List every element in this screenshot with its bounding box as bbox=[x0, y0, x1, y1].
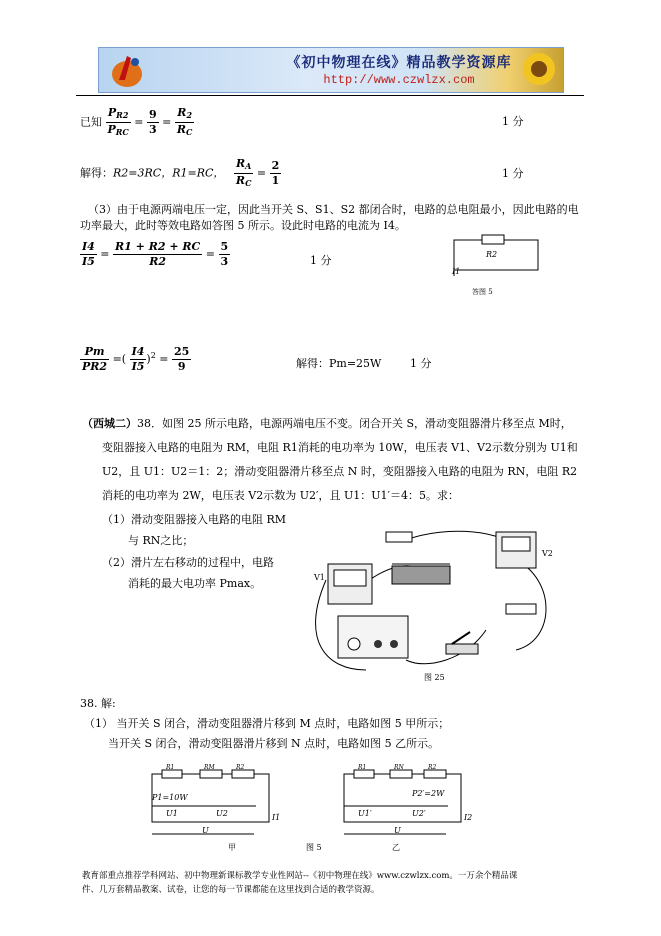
given-label: 已知 bbox=[80, 115, 102, 129]
sliding-rheostat bbox=[392, 566, 450, 584]
svg-text:R2: R2 bbox=[236, 764, 245, 771]
banner-url[interactable]: http://www.czwlzx.com bbox=[323, 73, 475, 87]
frac-five-three: $\frac{5}{3}$ bbox=[220, 240, 229, 268]
svg-text:R2: R2 bbox=[428, 764, 437, 771]
answer-figure-5 bbox=[448, 230, 548, 300]
resistor-r2 bbox=[482, 235, 504, 244]
problem-line1: （西城二）38．如图 25 所示电路，电源两端电压不变。闭合开关 S，滑动变阻器滑片移至点 M时， bbox=[82, 417, 572, 430]
frac-nine-three: $\frac{9}{3}$ bbox=[149, 108, 157, 136]
svg-text:RN: RN bbox=[394, 764, 404, 771]
problem-line3: U2，且 U1：U2＝1：2；滑动变阻器滑片移至点 N 时，变阻器接入电路的电阻为 RN，电阻 R2 bbox=[102, 465, 578, 478]
svg-text:U1′: U1′ bbox=[358, 809, 372, 818]
svg-text:R1: R1 bbox=[358, 764, 367, 771]
solve-pm: 解得：Pm=25W bbox=[296, 357, 382, 370]
answer-line2: 当开关 S 闭合，滑动变阻器滑片移到 N 点时，电路如图 5 乙所示。 bbox=[108, 737, 440, 750]
frac-resistance-sum: $\frac{R1 + R2 + RC}{R2}$ bbox=[115, 240, 201, 268]
frac-pm-pr2: $\frac{Pm}{PR2}$ bbox=[82, 345, 108, 374]
figure-5-jia bbox=[144, 760, 294, 852]
score-1: 1 分 bbox=[502, 115, 524, 128]
svg-text:U2′: U2′ bbox=[412, 809, 426, 818]
footer-line1[interactable]: 教育部重点推荐学科网站、初中物理新课标教学专业性网站--《初中物理在线》www.czwlzx.com。一万余个精品课 bbox=[82, 871, 518, 881]
svg-text:P2′=2W: P2′=2W bbox=[412, 789, 445, 798]
power-supply bbox=[338, 616, 408, 658]
part3-line1: （3）由于电源两端电压一定，因此当开关 S、S1、S2 都闭合时，电路的总电阻最小，因此电路的电 bbox=[88, 203, 579, 216]
frac-resistance-ratio: $\frac{R_2}{R_C}$ bbox=[176, 106, 193, 137]
svg-text:U1: U1 bbox=[166, 809, 178, 818]
figure-5-caption: 图 5 bbox=[306, 843, 322, 852]
switch-s bbox=[446, 644, 478, 654]
svg-text:I2: I2 bbox=[464, 813, 473, 822]
banner-title: 《初中物理在线》精品教学资源库 bbox=[286, 55, 512, 71]
svg-text:P1=10W: P1=10W bbox=[152, 793, 188, 802]
header-rule bbox=[76, 95, 584, 96]
frac-power-ratio: $\frac{P_{R2}}{P_{RC}}$ bbox=[107, 106, 129, 137]
site-banner bbox=[98, 47, 564, 93]
frac-two-one: $\frac{2}{1}$ bbox=[271, 159, 280, 187]
score-4: 1 分 bbox=[410, 357, 432, 370]
answer-head: 38. 解: bbox=[80, 697, 116, 710]
fig25-v1-label: V1 bbox=[314, 573, 325, 582]
score-2: 1 分 bbox=[502, 167, 524, 180]
svg-text:U2: U2 bbox=[216, 809, 228, 818]
question-1a: （1）滑动变阻器接入电路的电阻 RM bbox=[102, 513, 287, 526]
footer-line2: 件、几万套精品教案、试卷，让您的每一节课都能在这里找到合适的教学资源。 bbox=[82, 885, 380, 895]
question-2a: （2）滑片左右移动的过程中，电路 bbox=[102, 556, 274, 569]
fig5-r2-label: R2 bbox=[486, 250, 498, 259]
frac-25-9: $\frac{25}{9}$ bbox=[174, 345, 190, 374]
sunflower-icon bbox=[517, 49, 561, 91]
solution-line: 解得：R2=3RC，R1=RC， $\frac{R_A}{R_C}$ = $\frac{2}{1}$ bbox=[80, 157, 280, 188]
fig25-caption: 图 25 bbox=[424, 673, 445, 682]
svg-text:乙: 乙 bbox=[392, 843, 400, 852]
fig5-i-label: I1 bbox=[452, 267, 461, 276]
frac-i4-i5: $\frac{I4}{I5}$ bbox=[82, 240, 95, 268]
fig5-caption: 答图 5 bbox=[472, 288, 493, 296]
given-equation: 已知 $\frac{P_{R2}}{P_{RC}}$ = $\frac{9}{3}$ = $\frac{R_2}{R_C}$ bbox=[80, 106, 193, 137]
svg-text:甲: 甲 bbox=[228, 843, 236, 852]
figure-25-apparatus bbox=[306, 520, 558, 688]
problem-line2: 变阻器接入电路的电阻为 RM，电阻 R1消耗的电功率为 10W，电压表 V1、V2示数分别为 U1和 bbox=[102, 441, 578, 454]
problem-line4: 消耗的电功率为 2W，电压表 V2示数为 U2′，且 U1：U1′＝4：5。求： bbox=[102, 489, 460, 502]
frac-i4-i5-squared: $\frac{I4}{I5}$ bbox=[131, 345, 145, 374]
svg-text:U: U bbox=[394, 826, 401, 835]
logo-icon bbox=[109, 50, 145, 90]
resistor-1 bbox=[386, 532, 412, 542]
fig25-v2-label: V2 bbox=[542, 549, 553, 558]
current-ratio-equation: $\frac{I4}{I5}$ = $\frac{R1 + R2 + RC}{R2}$ = $\frac{5}{3}$ bbox=[82, 240, 229, 268]
power-ratio-equation: $\frac{Pm}{PR2}$ =( $\frac{I4}{I5}$ )$^2$ = $\frac{25}{9}$ bbox=[82, 345, 190, 374]
frac-ra-rc: $\frac{R_A}{R_C}$ bbox=[235, 157, 252, 188]
question-2b: 消耗的最大电功率 Pmax。 bbox=[128, 577, 262, 590]
score-3: 1 分 bbox=[310, 254, 332, 267]
question-1b: 与 RN之比； bbox=[128, 534, 194, 547]
solution-text: R2=3RC，R1=RC， bbox=[113, 166, 225, 180]
svg-text:U: U bbox=[202, 826, 209, 835]
svg-text:RM: RM bbox=[204, 764, 215, 771]
problem-tag: （西城二） bbox=[82, 417, 137, 430]
svg-text:R1: R1 bbox=[166, 764, 175, 771]
answer-line1: （1） 当开关 S 闭合，滑动变阻器滑片移到 M 点时，电路如图 5 甲所示； bbox=[84, 717, 450, 730]
footer bbox=[82, 869, 587, 897]
svg-text:I1: I1 bbox=[272, 813, 281, 822]
figure-5-yi bbox=[336, 760, 486, 852]
resistor-2 bbox=[506, 604, 536, 614]
part3-line2: 功率最大，此时等效电路如答图 5 所示。设此时电路的电流为 I4。 bbox=[80, 219, 406, 232]
